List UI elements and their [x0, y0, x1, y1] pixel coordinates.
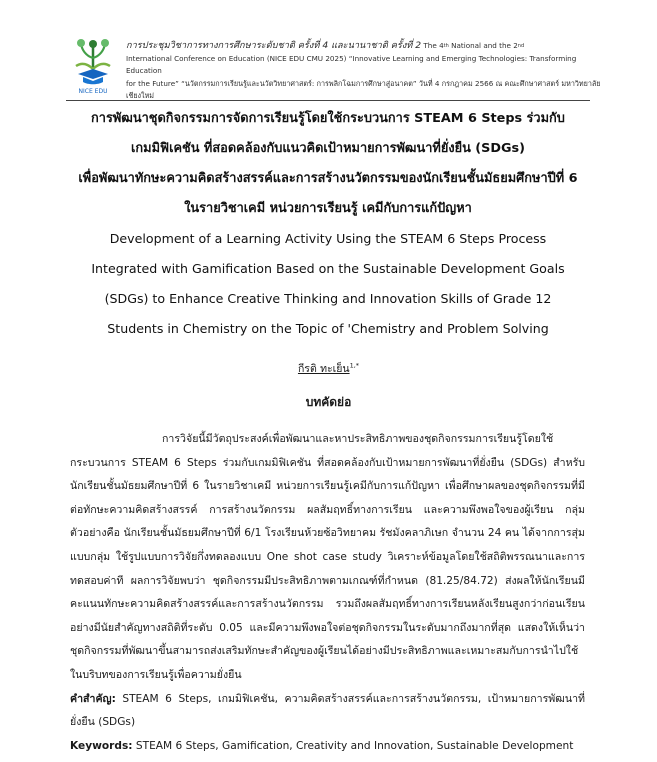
header-line-2: International Conference on Education (NICE EDU CMU 2025) “Innovative Learning and Emerging Technologies: Transforming Education	[126, 53, 577, 75]
header-text	[126, 40, 612, 103]
title-en-line: Development of a Learning Activity Using the STEAM 6 Steps Process	[109, 231, 547, 246]
author-line	[0, 360, 657, 377]
author-name: กีรติ ทะเย็น	[297, 363, 350, 375]
title-th-line: เกมมิฟิเคชัน ที่สอดคล้องกับแนวคิดเป้าหมายการพัฒนาที่ยั่งยืน (SDGs)	[131, 141, 525, 156]
conference-logo-icon	[68, 36, 118, 98]
abstract-heading: บทคัดย่อ	[305, 395, 352, 409]
header-line-3: for the Future” “นวัตกรรมการเรียนรู้และนวัตวิทยาศาสตร์: การพลิกโฉมการศึกษาสู่อนาคต” วันที่ 4 กรกฎาคม 2566 ณ คณะศึกษาศาสตร์ มหาวิทยาลัยเชียงใหม่	[126, 78, 601, 100]
conference-header	[68, 36, 608, 98]
title-en-line: Integrated with Gamification Based on the Sustainable Development Goals	[91, 261, 565, 276]
abstract-body	[70, 428, 585, 758]
keywords-en-text: STEAM 6 Steps, Gamification, Creativity and Innovation, Sustainable Development	[135, 739, 574, 752]
title-en-line: (SDGs) to Enhance Creative Thinking and Innovation Skills of Grade 12	[104, 291, 552, 306]
title-th-line: การพัฒนาชุดกิจกรรมการจัดการเรียนรู้โดยใช้กระบวนการ STEAM 6 Steps ร่วมกับ	[91, 111, 565, 126]
keywords-th-text: STEAM 6 Steps, เกมมิฟิเคชัน, ความคิดสร้างสรรค์และการสร้างนวัตกรรม, เป้าหมายการพัฒนาที่ยั่งยืน (SDGs)	[70, 692, 585, 729]
title-th-line: ในรายวิชาเคมี หน่วยการเรียนรู้ เคมีกับการแก้ปัญหา	[184, 201, 472, 216]
title-th-line: เพื่อพัฒนาทักษะความคิดสร้างสรรค์และการสร้างนวัตกรรมของนักเรียนชั้นมัธยมศึกษาปีที่ 6	[78, 171, 578, 186]
keywords-en-label: Keywords:	[70, 739, 133, 752]
keywords-th	[70, 688, 585, 735]
paper-title	[60, 104, 596, 344]
keywords-en	[70, 735, 585, 759]
header-divider	[66, 100, 590, 101]
title-en-line: Students in Chemistry on the Topic of 'Chemistry and Problem Solving	[107, 321, 549, 336]
author-affiliation-mark: 1,*	[349, 361, 360, 370]
keywords-th-label: คำสำคัญ:	[70, 692, 116, 705]
abstract-paragraph: การวิจัยนี้มีวัตถุประสงค์เพื่อพัฒนาและหาประสิทธิภาพของชุดกิจกรรมการเรียนรู้โดยใช้กระบวนการ STEAM 6 Steps ร่วมกับเกมมิฟิเคชัน ที่สอดคล้องกับเป้าหมายการพัฒนาที่ยั่งยืน (SDGs) สำหรับนักเรียนชั้นมัธยมศึกษาปีที่ 6 ในรายวิชาเคมี หน่วยการเรียนรู้เคมีกับการแก้ปัญหา เพื่อศึกษาผลของชุดกิจกรรมที่มีต่อทักษะความคิดสร้างสรรค์ การสร้างนวัตกรรม ผลสัมฤทธิ์ทางการเรียน และความพึงพอใจของผู้เรียน กลุ่มตัวอย่างคือ นักเรียนชั้นมัธยมศึกษาปีที่ 6/1 โรงเรียนห้วยซ้อวิทยาคม รัชมังคลาภิเษก จำนวน 24 คน ได้จากการสุ่มแบบกลุ่ม ใช้รูปแบบการวิจัยกึ่งทดลองแบบ One shot case study วิเคราะห์ข้อมูลโดยใช้สถิติพรรณนาและการทดสอบค่าที ผลการวิจัยพบว่า ชุดกิจกรรมมีประสิทธิภาพตามเกณฑ์ที่กำหนด (81.25/84.72) ส่งผลให้นักเรียนมีคะแนนทักษะความคิดสร้างสรรค์และการสร้างนวัตกรรม รวมถึงผลสัมฤทธิ์ทางการเรียนหลังเรียนสูงกว่าก่อนเรียนอย่างมีนัยสำคัญทางสถิติที่ระดับ 0.05 และมีความพึงพอใจต่อชุดกิจกรรมในระดับมากถึงมากที่สุด แสดงให้เห็นว่าชุดกิจกรรมที่พัฒนาขึ้นสามารถส่งเสริมทักษะสำคัญของผู้เรียนได้อย่างมีประสิทธิภาพและเหมาะสมกับการนำไปใช้ในบริบทของการเรียนรู้เพื่อความยั่งยืน	[70, 433, 585, 681]
svg-text:NICE EDU: NICE EDU	[78, 88, 108, 95]
header-line-1: การประชุมวิชาการทางการศึกษาระดับชาติ ครั้งที่ 4 และนานาชาติ ครั้งที่ 2 The 4th National and the 2nd	[126, 40, 525, 51]
